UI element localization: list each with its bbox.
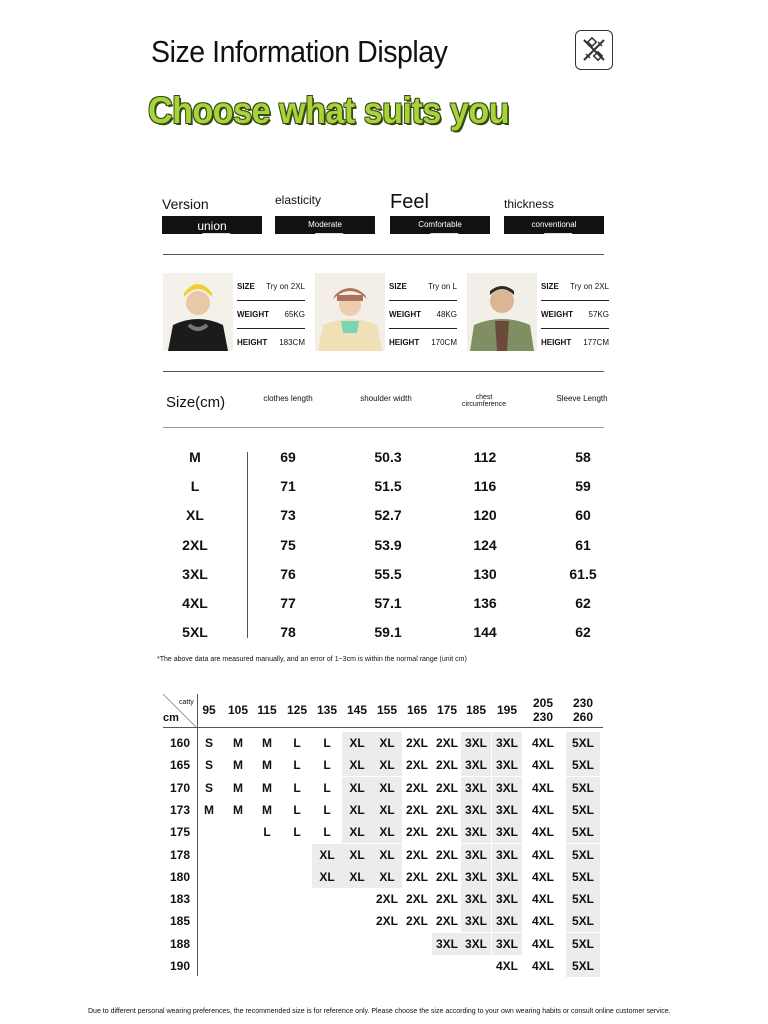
weight-header: 135 [316,703,338,717]
height-label: 178 [169,847,191,862]
size-measurement: 130 [473,565,497,582]
spec-label: SIZE [389,282,407,291]
recommended-size-cell: 2XL [405,780,428,795]
attribute-version [162,196,262,233]
weight-header: 165 [406,703,428,717]
recommended-size-cell: XL [372,732,402,754]
weight-header: 145 [346,703,368,717]
recommended-size-cell: 3XL [461,844,491,866]
recommended-size-cell: 2XL [405,914,428,929]
spec-label: WEIGHT [237,310,269,319]
size-measurement: 75 [280,536,296,553]
attribute-bar [504,216,604,234]
recommended-size-cell: XL [372,844,402,866]
spec-label: SIZE [237,282,255,291]
recommended-size-cell: XL [312,844,342,866]
recommended-size-cell: 5XL [566,933,600,955]
spec-value: 183CM [279,338,305,347]
size-measurement: 116 [473,478,497,495]
recommended-size-cell: 5XL [566,844,600,866]
height-label: 165 [169,758,191,773]
recommended-size-cell: M [233,802,243,817]
recommended-size-cell: 2XL [435,736,458,750]
attribute-label: thickness [504,197,555,211]
recommended-size-cell: 2XL [405,869,428,884]
recommended-size-cell: M [262,736,272,750]
recommended-size-cell: 2XL [375,914,398,929]
recommended-size-cell: L [323,758,331,773]
recommended-size-cell: M [262,758,272,773]
recommended-size-cell: S [204,780,213,795]
column-divider [247,452,248,638]
attribute-bar [162,216,262,234]
recommended-size-cell: 4XL [531,780,554,795]
recommended-size-cell: 3XL [461,754,491,776]
size-measurement: 62 [575,595,591,611]
size-measurement: 59 [575,478,591,495]
divider [163,427,604,428]
recommended-size-cell: M [233,736,243,750]
spec-value: Try on L [427,282,457,291]
size-label: M [189,449,201,465]
size-measurement: 52.7 [374,507,402,524]
weight-header: 125 [286,703,308,717]
spec-value: 48KG [436,310,457,319]
recommended-size-cell: XL [342,866,372,888]
recommended-size-cell: S [204,736,213,750]
attribute-value: conventional [531,220,577,229]
recommended-size-cell: 2XL [375,892,398,907]
recommended-size-cell: XL [342,844,372,866]
spec-value: Try on 2XL [266,282,305,291]
attribute-value: union [197,219,227,233]
size-measurement: 78 [280,624,296,641]
recommended-size-cell: 3XL [461,821,491,843]
recommended-size-cell: 2XL [435,780,458,795]
spec-label: HEIGHT [541,338,572,347]
weight-header: 95 [202,703,216,717]
recommended-size-cell: 4XL [531,802,554,817]
size-measurement: 50.3 [374,449,402,465]
recommended-size-cell: 2XL [435,869,458,884]
height-label: 180 [169,869,191,884]
recommended-size-cell: 3XL [461,933,491,955]
footer-note: Due to different personal wearing preferences, the recommended size is for reference only. Please choose the size according to your own wearing habits or consult online customer service. [88,1008,671,1015]
recommended-size-cell: 3XL [461,777,491,799]
attribute-label: Feel [390,191,429,213]
recommended-size-cell: 3XL [492,866,522,888]
recommended-size-cell: 4XL [531,892,554,907]
spec-label: SIZE [541,282,559,291]
recommended-size-cell: 2XL [405,758,428,773]
recommended-size-cell: 3XL [492,777,522,799]
weight-header: 185 [465,703,487,717]
size-measurement: 144 [473,624,497,641]
recommended-size-cell: 2XL [405,802,428,817]
recommended-size-cell: 2XL [435,914,458,929]
recommended-size-cell: 3XL [461,732,491,754]
size-label: 3XL [182,565,208,582]
recommended-size-cell: 2XL [435,847,458,862]
recommended-size-cell: 2XL [435,892,458,907]
recommended-size-cell: 5XL [566,821,600,843]
recommended-size-cell: L [293,802,301,817]
size-measurement: 77 [280,595,296,611]
height-label: 173 [169,802,191,817]
model-photo [315,273,385,351]
model-specs [389,273,457,356]
recommended-size-cell: XL [372,754,402,776]
size-measurement: 55.5 [374,565,402,582]
recommended-size-cell: XL [372,821,402,843]
size-measurement: 61.5 [569,565,597,582]
corner-weight-label: catty [179,699,194,706]
recommended-size-cell: 5XL [566,799,600,821]
crossed-tools-icon [575,30,613,70]
attribute-feel [390,191,490,229]
recommended-size-cell: L [323,780,331,795]
spec-value: 170CM [431,338,457,347]
size-label: L [190,478,200,495]
recommended-size-cell: 3XL [461,888,491,910]
recommended-size-cell: 2XL [405,825,428,840]
recommended-size-cell: 5XL [566,777,600,799]
recommended-size-cell: 3XL [432,933,462,955]
size-measurement: 76 [280,565,296,582]
recommended-size-cell: 4XL [531,736,554,750]
size-measurement: 112 [473,449,497,465]
recommended-size-cell: XL [372,777,402,799]
weight-header: 195 [496,703,518,717]
column-header: chest circumference [462,394,506,408]
recommended-size-cell: 4XL [495,959,518,973]
recommended-size-cell: 4XL [531,758,554,773]
attribute-thickness [504,196,604,229]
size-measurement: 51.5 [374,478,402,495]
size-measurement: 62 [575,624,591,641]
recommended-size-cell: 3XL [492,933,522,955]
recommended-size-cell: L [293,736,301,750]
column-header: Sleeve Length [556,394,608,403]
size-measurement: 60 [575,507,591,524]
attribute-value: Moderate [308,220,342,229]
spec-value: Try on 2XL [570,282,609,291]
recommended-size-cell: 4XL [531,936,554,951]
recommended-size-cell: 3XL [461,910,491,932]
recommended-size-cell: 5XL [566,732,600,754]
recommended-size-cell: XL [372,866,402,888]
height-label: 188 [169,936,191,951]
size-label: XL [186,507,204,524]
size-measurement: 73 [280,507,296,524]
attribute-bar [390,216,490,234]
weight-header: 205 230 [532,696,554,724]
recommended-size-cell: 3XL [461,866,491,888]
recommended-size-cell: L [293,758,301,773]
recommended-size-cell: 3XL [492,754,522,776]
recommended-size-cell: S [204,758,213,773]
recommended-size-cell: 3XL [492,888,522,910]
page-title: Size Information Display [151,34,448,69]
size-measurement: 53.9 [374,536,402,553]
model-specs [237,273,305,356]
recommended-size-cell: 3XL [461,799,491,821]
recommended-size-cell: M [233,758,243,773]
height-label: 185 [169,914,191,929]
model-photo [163,273,233,351]
recommended-size-cell: XL [342,732,372,754]
recommended-size-cell: L [323,802,331,817]
recommended-size-cell: 2XL [435,825,458,840]
height-label: 160 [169,736,191,750]
size-measurement: 69 [280,449,296,465]
attribute-value: Comfortable [418,220,462,229]
attribute-bar [275,216,375,234]
recommended-size-cell: 4XL [531,869,554,884]
weight-header: 175 [436,703,458,717]
recommended-size-cell: M [262,780,272,795]
recommended-size-cell: 4XL [531,847,554,862]
weight-header: 105 [227,703,249,717]
recommended-size-cell: 4XL [531,914,554,929]
weight-header: 230 260 [572,696,594,724]
recommended-size-cell: 2XL [435,802,458,817]
height-label: 170 [169,780,191,795]
divider [163,254,604,255]
size-measurement: 124 [473,536,497,553]
recommended-size-cell: L [263,825,271,840]
size-label: 2XL [182,536,208,553]
recommended-size-cell: M [262,802,272,817]
attribute-elasticity [275,193,375,229]
recommended-size-cell: 3XL [492,844,522,866]
size-measurement: 61 [575,536,591,553]
size-measurement: 136 [473,595,497,611]
height-label: 190 [169,959,191,973]
size-measurement: 59.1 [374,624,402,641]
recommended-size-cell: 5XL [566,866,600,888]
height-label: 183 [169,892,191,907]
divider [163,371,604,372]
recommended-size-cell: XL [342,777,372,799]
size-measurement: 120 [473,507,497,524]
column-header: shoulder width [360,394,412,403]
weight-header: 115 [257,703,277,717]
size-table-header: Size(cm) [166,394,226,411]
spec-label: HEIGHT [237,338,268,347]
model-specs [541,273,609,356]
recommended-size-cell: L [323,736,331,750]
measurement-note: *The above data are measured manually, and an error of 1~3cm is within the normal range (unit cm) [157,656,467,663]
recommended-size-cell: XL [342,754,372,776]
recommended-size-cell: 3XL [492,732,522,754]
size-label: 5XL [182,624,208,641]
column-header: clothes length [263,394,313,403]
spec-value: 57KG [588,310,609,319]
recommended-size-cell: 2XL [405,736,428,750]
recommended-size-cell: XL [342,821,372,843]
size-label: 4XL [182,595,208,611]
grid-horizontal-divider [163,727,603,728]
recommended-size-cell: XL [312,866,342,888]
recommended-size-cell: XL [372,799,402,821]
recommended-size-cell: M [233,780,243,795]
spec-label: WEIGHT [389,310,421,319]
size-measurement: 58 [575,449,591,465]
model-photo [467,273,537,351]
recommended-size-cell: L [293,825,301,840]
recommended-size-cell: 2XL [405,847,428,862]
recommended-size-cell: 2XL [435,758,458,773]
attribute-label: elasticity [275,193,322,207]
recommended-size-cell: 3XL [492,910,522,932]
page-subtitle: Choose what suits you [148,90,510,131]
corner-height-label: cm [163,712,179,724]
recommended-size-cell: 5XL [566,754,600,776]
spec-value: 177CM [583,338,609,347]
recommended-size-cell: XL [342,799,372,821]
size-measurement: 57.1 [374,595,402,611]
recommended-size-cell: 2XL [405,892,428,907]
recommended-size-cell: L [323,825,331,840]
recommended-size-cell: 5XL [566,888,600,910]
recommended-size-cell: 5XL [566,910,600,932]
recommended-size-cell: 4XL [531,959,554,973]
spec-value: 65KG [284,310,305,319]
recommended-size-cell: 3XL [492,821,522,843]
recommended-size-cell: M [204,802,214,817]
spec-label: WEIGHT [541,310,573,319]
recommended-size-cell: 5XL [566,955,600,977]
size-measurement: 71 [280,478,296,495]
recommended-size-cell: L [293,780,301,795]
weight-header: 155 [376,703,398,717]
height-label: 175 [169,825,191,840]
recommended-size-cell: 4XL [531,825,554,840]
recommended-size-cell: 3XL [492,799,522,821]
spec-label: HEIGHT [389,338,420,347]
attribute-label: Version [162,196,209,212]
